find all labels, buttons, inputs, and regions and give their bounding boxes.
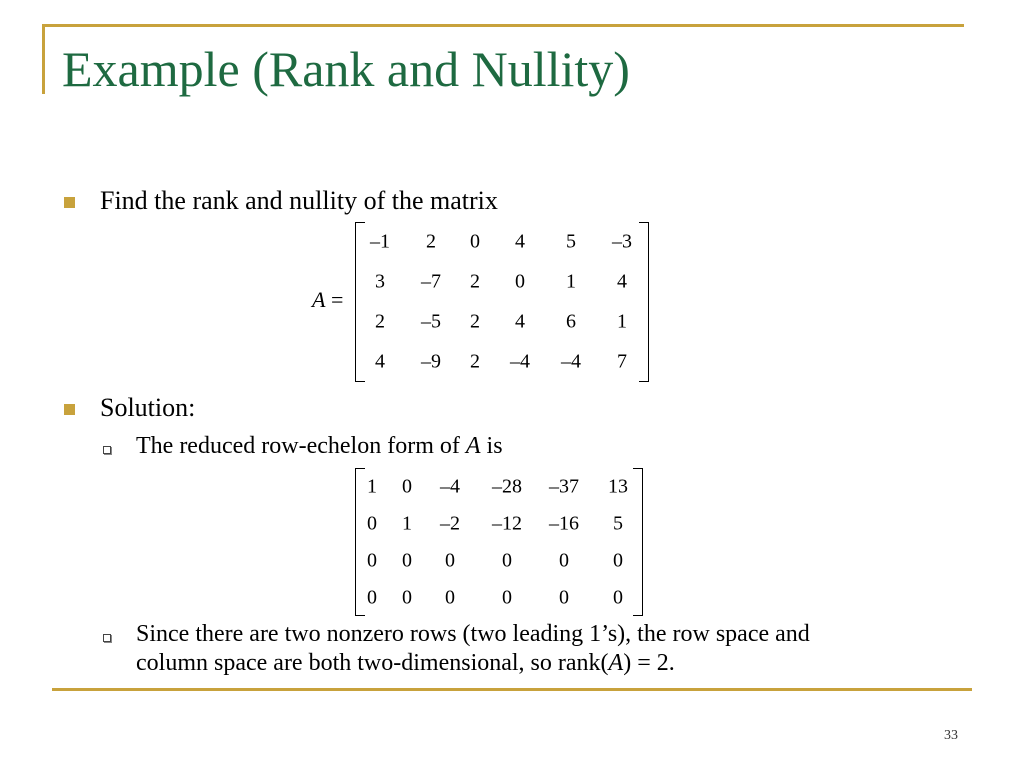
matrix-rref-cell: 0 bbox=[402, 549, 412, 571]
matrix-rref-cell: 0 bbox=[445, 586, 455, 608]
matrix-a-label: A = bbox=[312, 287, 344, 312]
matrix-rref-cell: 13 bbox=[608, 475, 628, 497]
matrix-a-cell: 2 bbox=[470, 350, 480, 373]
matrix-a-row bbox=[356, 262, 648, 302]
matrix-a-cell: 4 bbox=[515, 310, 525, 333]
matrix-a-cell: –4 bbox=[561, 350, 581, 373]
matrix-a-cell: –1 bbox=[370, 230, 390, 253]
matrix-rref-cell: 0 bbox=[367, 549, 377, 571]
matrix-rref-cell: –16 bbox=[549, 512, 579, 534]
rref-var: A bbox=[465, 433, 481, 459]
matrix-rref-row bbox=[356, 468, 642, 505]
matrix-rref-cell: –2 bbox=[440, 512, 460, 534]
matrix-a-cell: –9 bbox=[421, 350, 441, 373]
matrix-a-cell: 0 bbox=[515, 270, 525, 293]
matrix-rref-cell: 0 bbox=[502, 549, 512, 571]
matrix-a-cell: 2 bbox=[470, 270, 480, 293]
matrix-rref-cell: 1 bbox=[402, 512, 412, 534]
matrix-a-cell: –7 bbox=[421, 270, 441, 293]
conclusion-var: A bbox=[608, 650, 624, 676]
matrix-a bbox=[355, 222, 649, 382]
matrix-a-cell: –5 bbox=[421, 310, 441, 333]
matrix-rref-cell: 0 bbox=[402, 475, 412, 497]
matrix-rref-cell: 0 bbox=[502, 586, 512, 608]
matrix-a-cell: 1 bbox=[617, 310, 627, 333]
matrix-a-cell: 2 bbox=[470, 310, 480, 333]
matrix-rref-cell: 0 bbox=[402, 586, 412, 608]
matrix-rref-cell: 0 bbox=[367, 586, 377, 608]
matrix-rref-cell: 1 bbox=[367, 475, 377, 497]
bullet-find-rank: Find the rank and nullity of the matrix bbox=[100, 186, 498, 215]
bullet-square-icon bbox=[64, 197, 75, 208]
matrix-a-cell: 1 bbox=[566, 270, 576, 293]
matrix-rref-row bbox=[356, 579, 642, 616]
sub-bullet-rref bbox=[136, 432, 503, 461]
rref-text-end: is bbox=[480, 433, 503, 459]
matrix-rref-cell: –4 bbox=[440, 475, 460, 497]
bullet-solution: Solution: bbox=[100, 393, 196, 422]
matrix-a-cell: 2 bbox=[375, 310, 385, 333]
matrix-a-cell: 4 bbox=[375, 350, 385, 373]
conclusion-line-2 bbox=[136, 649, 810, 678]
matrix-rref-cell: 0 bbox=[613, 586, 623, 608]
matrix-rref-cell: –12 bbox=[492, 512, 522, 534]
matrix-rref-cell: 0 bbox=[559, 586, 569, 608]
matrix-a-row bbox=[356, 222, 648, 262]
matrix-rref-cell: 0 bbox=[367, 512, 377, 534]
bottom-border-line bbox=[52, 688, 972, 691]
top-border-line bbox=[42, 24, 964, 27]
page-number: 33 bbox=[944, 728, 958, 743]
left-border-line bbox=[42, 24, 45, 94]
conclusion-line-1: Since there are two nonzero rows (two leading 1’s), the row space and bbox=[136, 621, 810, 647]
matrix-a-cell: –3 bbox=[612, 230, 632, 253]
matrix-a-cell: 2 bbox=[426, 230, 436, 253]
matrix-a-cell: 3 bbox=[375, 270, 385, 293]
matrix-rref-cell: 0 bbox=[559, 549, 569, 571]
matrix-rref-row bbox=[356, 505, 642, 542]
conclusion-pre: column space are both two-dimensional, so rank( bbox=[136, 650, 609, 676]
matrix-a-cell: 6 bbox=[566, 310, 576, 333]
matrix-a-cell: –4 bbox=[510, 350, 530, 373]
matrix-a-cell: 4 bbox=[617, 270, 627, 293]
matrix-rref-cell: –28 bbox=[492, 475, 522, 497]
rref-text: The reduced row-echelon form of bbox=[136, 433, 466, 459]
bullet-square-icon bbox=[64, 404, 75, 415]
matrix-a-cell: 5 bbox=[566, 230, 576, 253]
matrix-rref-row bbox=[356, 542, 642, 579]
matrix-a-cell: 7 bbox=[617, 350, 627, 373]
matrix-a-cell: 0 bbox=[470, 230, 480, 253]
matrix-a-row bbox=[356, 302, 648, 342]
matrix-rref-cell: 0 bbox=[613, 549, 623, 571]
sub-bullet-box-icon bbox=[103, 446, 111, 454]
conclusion-post: ) = 2. bbox=[623, 650, 675, 676]
matrix-rref-cell: –37 bbox=[549, 475, 579, 497]
matrix-a-row bbox=[356, 342, 648, 382]
sub-bullet-conclusion bbox=[136, 620, 810, 678]
matrix-rref-cell: 5 bbox=[613, 512, 623, 534]
sub-bullet-box-icon bbox=[103, 634, 111, 642]
matrix-rref bbox=[355, 468, 643, 616]
matrix-a-cell: 4 bbox=[515, 230, 525, 253]
slide-title: Example (Rank and Nullity) bbox=[62, 41, 630, 97]
matrix-rref-cell: 0 bbox=[445, 549, 455, 571]
